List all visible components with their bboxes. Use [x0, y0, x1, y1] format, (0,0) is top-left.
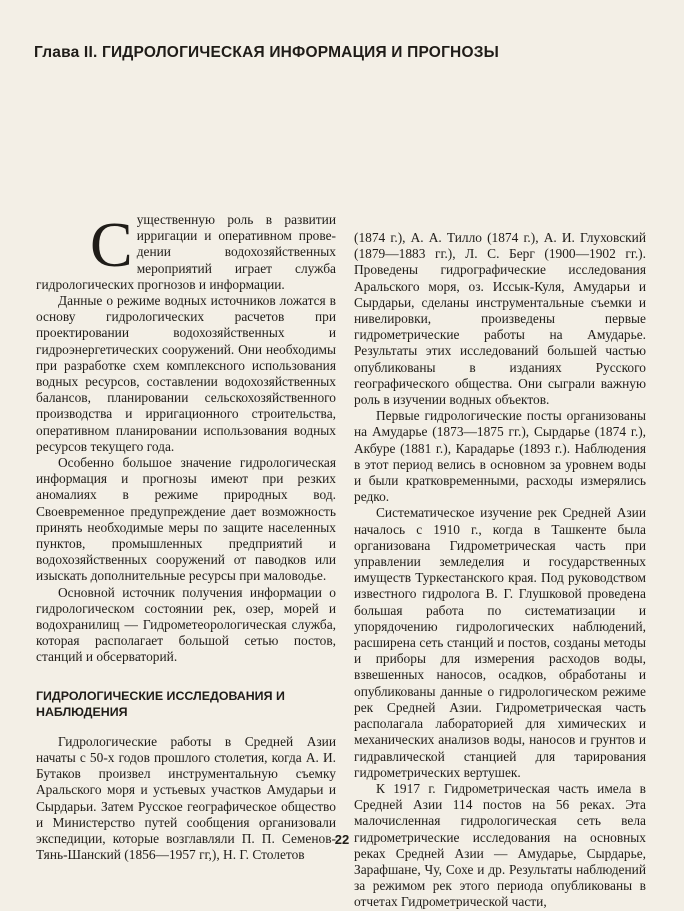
left-column	[36, 209, 336, 863]
paragraph: (1874 г.), А. А. Тилло (1874 г.), А. И. Глуховский (1879—1883 гг.), Л. С. Берг (1900—1902 гг.). Проведены гидрографические исследования Аральского моря, оз. Иссык-Куля, Амударьи и Сырдарьи, сделаны инструментальные съемки и нивелировки, произведены первые гидрометрические работы на Амударье. Результаты этих исследований большей частью опубликованы в изданиях Русского географического общества. Они сыграли важную роль в изучении водных объектов.	[354, 230, 646, 408]
paragraph: Первые гидрологические посты организованы на Амударье (1873—1875 гг.), Сырдарье (1874 г.), Акбуре (1881 г.), Карадарье (1893 г.). Наблюдения в этот период велись в основном за уровнем воды и были кратковременными, расходы измерялись редко.	[354, 408, 646, 505]
intro-text: ущественную роль в развитии ирригации и оперативном проведении водохозяйственных мероприятий играет служба гидрологических прогнозов и информации.	[36, 212, 336, 292]
paragraph: Систематическое изучение рек Средней Азии началось с 1910 г., когда в Ташкенте была организована Гидрометрическая часть при управлении земледелия и государственных имуществ Туркестанского края. Под руководством известного гидролога В. Г. Глушковой проведена большая работа по систематизации и упорядочению гидрологических наблюдений, расширена сеть станций и постов, созданы методы и приборы для измерения расходов воды, взвешенных наносов, осадков, обработаны и опубликованы данные о гидрологическом режиме рек Средней Азии. Гидрометрическая часть располагала лабораторией для химических и механических анализов воды, наносов и грунтов и гидравлической станцией для тарирования гидрометрических вертушек.	[354, 505, 646, 780]
section-heading: ГИДРОЛОГИЧЕСКИЕ ИССЛЕДОВАНИЯ И НАБЛЮДЕНИЯ	[36, 688, 285, 719]
paragraph: Особенно большое значение гидрологическая информация и прогнозы имеют при резких аномалиях в режиме природных вод. Своевременное предупреждение дает возможность принять необходимые меры по защите населенных пунктов, промышленных предприятий и водохозяйственных сооружений от паводков или изыскать дополнительные ресурсы при маловодье.	[36, 455, 336, 584]
paragraph: К 1917 г. Гидрометрическая часть имела в Средней Азии 114 постов на 56 реках. Эта малочисленная гидрологическая сеть вела гидрометрические исследования на основных реках Средней Азии — Амударье, Сырдарье, Зарафшане, Чу, Сохе и др. Результаты наблюдений за режимом рек этого периода опубликованы в отчетах Гидрометрической части,	[354, 780, 646, 910]
paragraph: Основной источник получения информации о гидрологическом состоянии рек, озер, морей и водохранилищ — Гидрометеорологическая служба, которая располагает большой сетью постов, станций и обсерваторий.	[36, 584, 336, 665]
paragraph: Гидрологические работы в Средней Азии начаты с 50-х годов прошлого столетия, когда А. И. Бутаков произвел инструментальную съемку Аральского моря и устьевых участков Амударьи и Сырдарьи. Затем Русское географическое общество и Министерство путей сообщения организовали экспедиции, которые возглавляли П. П. Семенов-Тянь-Шанский (1856—1957 гг,), Н. Г. Столетов	[36, 733, 336, 863]
drop-cap: С	[90, 209, 133, 280]
right-column	[354, 230, 646, 911]
page-number: 22	[334, 832, 350, 847]
intro-paragraph	[36, 209, 336, 293]
chapter-title: Глава II. ГИДРОЛОГИЧЕСКАЯ ИНФОРМАЦИЯ И ПРОГНОЗЫ	[34, 44, 499, 61]
paragraph: Данные о режиме водных источников ложатся в основу гидрологических расчетов при проектировании водохозяйственных и гидроэнергетических сооружений. Они необходимы при разработке схем комплексного использования водных ресурсов, составлении водохозяйственных балансов, планировании сельскохозяйственного производства и ирригационного строительства, оперативном планировании использования водных ресурсов текущего года.	[36, 293, 336, 454]
